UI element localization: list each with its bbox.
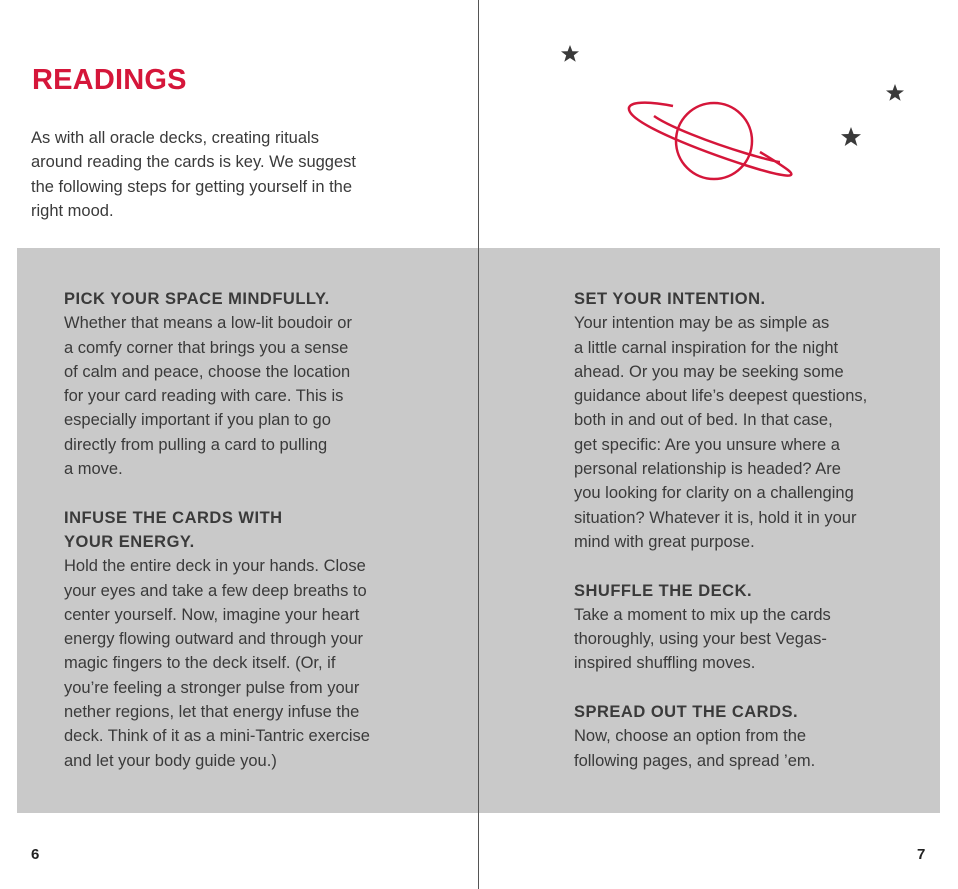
step-body-line: Whether that means a low-lit boudoir or: [64, 314, 352, 333]
step-heading-line: SET YOUR INTENTION.: [574, 290, 766, 308]
step-body-line: guidance about life’s deepest questions,: [574, 387, 868, 406]
step-body-line: Now, choose an option from the: [574, 727, 807, 746]
right-steps-column: [574, 287, 919, 797]
planet-and-stars-illustration: [548, 38, 918, 198]
step-body-line: you looking for clarity on a challenging: [574, 484, 854, 503]
left-steps-column: [64, 287, 414, 797]
step-spread-out-the-cards: [574, 700, 919, 773]
step-body-line: for your card reading with care. This is: [64, 387, 344, 406]
step-body-line: situation? Whatever it is, hold it in your: [574, 508, 857, 527]
step-body-line: thoroughly, using your best Vegas-: [574, 630, 827, 649]
step-body-line: get specific: Are you unsure where a: [574, 435, 840, 454]
step-body-line: inspired shuffling moves.: [574, 654, 756, 673]
step-set-your-intention: [574, 287, 919, 554]
step-heading: [574, 700, 919, 724]
step-body: [574, 724, 919, 773]
step-body-line: both in and out of bed. In that case,: [574, 411, 833, 430]
step-body-line: Hold the entire deck in your hands. Close: [64, 557, 366, 576]
step-body-line: center yourself. Now, imagine your heart: [64, 605, 360, 624]
page-title: READINGS: [32, 64, 187, 96]
step-body-line: a move.: [64, 460, 123, 479]
step-body-line: your eyes and take a few deep breaths to: [64, 581, 367, 600]
step-body-line: deck. Think of it as a mini-Tantric exercise: [64, 727, 370, 746]
ringed-planet-icon: [629, 103, 791, 179]
step-heading: [574, 579, 919, 603]
page-number-left: 6: [31, 846, 40, 863]
step-heading: [64, 506, 414, 555]
star-icon: [561, 45, 579, 62]
step-body-line: you’re feeling a stronger pulse from your: [64, 678, 360, 697]
step-shuffle-the-deck: [574, 579, 919, 676]
intro-line: right mood.: [31, 201, 114, 220]
step-body-line: directly from pulling a card to pulling: [64, 435, 328, 454]
page-gutter: [478, 0, 479, 889]
step-body-line: especially important if you plan to go: [64, 411, 331, 430]
illustration-svg: [548, 38, 918, 198]
step-heading-line: SPREAD OUT THE CARDS.: [574, 703, 799, 722]
step-body: [64, 311, 414, 481]
intro-line: around reading the cards is key. We suggest: [31, 153, 356, 172]
step-heading-line: INFUSE THE CARDS WITH: [64, 508, 283, 527]
step-body-line: energy flowing outward and through your: [64, 630, 364, 649]
step-heading: [574, 287, 919, 311]
step-body-line: ahead. Or you may be seeking some: [574, 362, 844, 381]
step-body: [574, 603, 919, 676]
intro-line: the following steps for getting yourself in the: [31, 177, 353, 196]
intro-paragraph: [31, 126, 411, 223]
step-heading-line: PICK YOUR SPACE MINDFULLY.: [64, 290, 330, 308]
step-body-line: personal relationship is headed? Are: [574, 460, 841, 479]
step-body: [574, 311, 919, 554]
step-body-line: mind with great purpose.: [574, 532, 755, 551]
step-heading: [64, 287, 414, 311]
step-heading-line: YOUR ENERGY.: [64, 532, 195, 551]
star-icon: [841, 127, 861, 146]
step-infuse-the-cards: [64, 506, 414, 773]
step-body-line: nether regions, let that energy infuse the: [64, 703, 360, 722]
step-body-line: and let your body guide you.): [64, 751, 277, 770]
step-body: [64, 554, 414, 773]
intro-line: As with all oracle decks, creating rituals: [31, 129, 319, 147]
step-body-line: Your intention may be as simple as: [574, 314, 830, 333]
step-heading-line: SHUFFLE THE DECK.: [574, 581, 753, 600]
page-number-right: 7: [917, 846, 926, 863]
step-body-line: Take a moment to mix up the cards: [574, 605, 831, 624]
step-body-line: a comfy corner that brings you a sense: [64, 338, 349, 357]
star-icon: [886, 84, 904, 101]
step-body-line: a little carnal inspiration for the night: [574, 338, 839, 357]
step-body-line: of calm and peace, choose the location: [64, 362, 351, 381]
step-body-line: following pages, and spread ’em.: [574, 751, 816, 770]
step-body-line: magic fingers to the deck itself. (Or, if: [64, 654, 336, 673]
step-pick-your-space: [64, 287, 414, 481]
